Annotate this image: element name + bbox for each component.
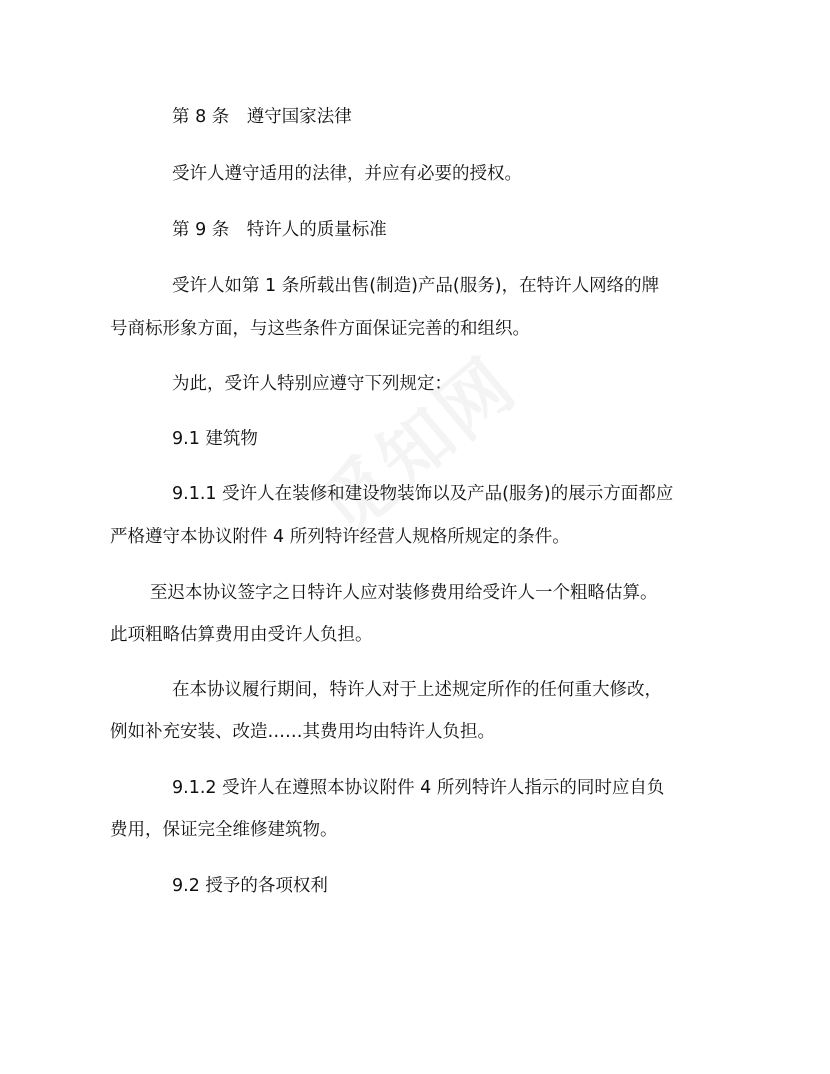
paragraph-line: 受许人如第 1 条所载出售(制造)产品(服务)，在特许人网络的牌 [172, 276, 660, 296]
article-9-heading: 第 9 条 特许人的质量标准 [172, 220, 387, 240]
paragraph-line: 号商标形象方面，与这些条件方面保证完善的和组织。 [110, 319, 530, 339]
paragraph-line: 9.1.1 受许人在装修和建设物装饰以及产品(服务)的展示方面都应 [172, 484, 674, 504]
paragraph-line: 为此，受许人特别应遵守下列规定： [172, 374, 452, 394]
paragraph-line: 例如补充安装、改造……其费用均由特许人负担。 [110, 722, 495, 742]
section-9-2-heading: 9.2 授予的各项权利 [172, 876, 328, 896]
watermark [293, 329, 535, 555]
paragraph-line: 至迟本协议签字之日特许人应对装修费用给受许人一个粗略估算。 [150, 583, 658, 603]
section-9-1-heading: 9.1 建筑物 [172, 429, 258, 449]
paragraph-line: 受许人遵守适用的法律，并应有必要的授权。 [172, 164, 522, 184]
paragraph-line: 严格遵守本协议附件 4 所列特许经营人规格所规定的条件。 [110, 527, 570, 547]
paragraph-line: 在本协议履行期间，特许人对于上述规定所作的任何重大修改， [172, 680, 662, 700]
paragraph-line: 费用，保证完全维修建筑物。 [110, 820, 338, 840]
article-8-heading: 第 8 条 遵守国家法律 [172, 107, 352, 127]
paragraph-line: 此项粗略估算费用由受许人负担。 [110, 625, 373, 645]
paragraph-line: 9.1.2 受许人在遵照本协议附件 4 所列特许人指示的同时应自负 [172, 778, 665, 798]
